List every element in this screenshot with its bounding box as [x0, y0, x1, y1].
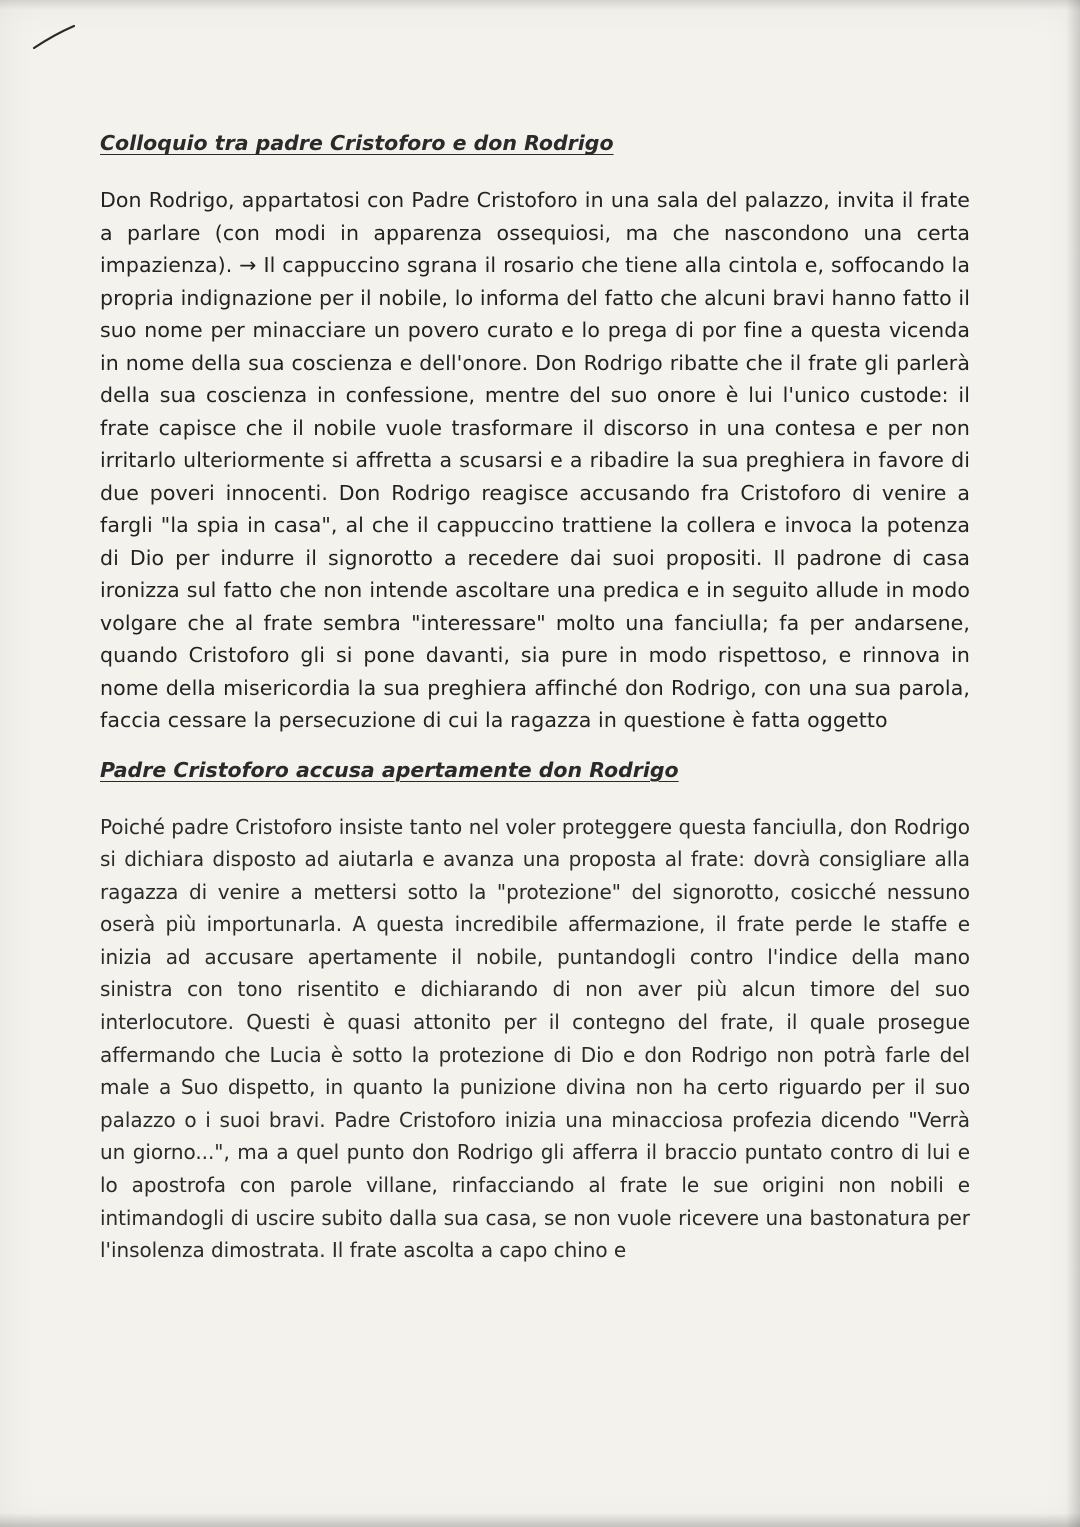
paragraph-colloquio: Don Rodrigo, appartatosi con Padre Cristoforo in una sala del palazzo, invita il frate a parlare (con modi in apparenza ossequiosi, ma che nascondono una certa impazienza). → Il cappuccino sgrana il rosario che tiene alla cintola e, soffocando la propria indignazione per il nobile, lo informa del fatto che alcuni bravi hanno fatto il suo nome per minacciare un povero curato e lo prega di por fine a questa vicenda in nome della sua coscienza e dell'onore. Don Rodrigo ribatte che il frate gli parlerà della sua coscienza in confessione, mentre del suo onore è lui l'unico custode: il frate capisce che il nobile vuole trasformare il discorso in una contesa e per non irritarlo ulteriormente si affretta a scusarsi e a ribadire la sua preghiera in favore di due poveri innocenti. Don Rodrigo reagisce accusando fra Cristoforo di venire a fargli "la spia in casa", al che il cappuccino trattiene la collera e invoca la potenza di Dio per indurre il signorotto a recedere dai suoi propositi. Il padrone di casa ironizza sul fatto che non intende ascoltare una predica e in seguito allude in modo volgare che al frate sembra "interessare" molto una fanciulla; fa per andarsene, quando Cristoforo gli si pone davanti, sia pure in modo rispettoso, e rinnova in nome della misericordia la sua preghiera affinché don Rodrigo, con una sua parola, faccia cessare la persecuzione di cui la ragazza in questione è fatta oggetto	[100, 188, 970, 732]
page-top-shadow	[0, 0, 1080, 10]
page-right-shadow	[1066, 0, 1080, 1527]
page-bottom-shadow	[0, 1513, 1080, 1527]
section-heading-colloquio: Colloquio tra padre Cristoforo e don Rodrigo	[100, 131, 614, 155]
pen-mark-icon	[30, 22, 78, 52]
section-heading-accusa: Padre Cristoforo accusa apertamente don Rodrigo	[100, 757, 679, 782]
document-content	[100, 126, 970, 1267]
paragraph-accusa: Poiché padre Cristoforo insiste tanto nel voler proteggere questa fanciulla, don Rodrigo si dichiara disposto ad aiutarla e avanza una proposta al frate: dovrà consigliare alla ragazza di venire a mettersi sotto la "protezione" del signorotto, cosicché nessuno oserà più importunarla. A questa incredibile affermazione, il frate perde le staffe e inizia ad accusare apertamente il nobile, puntandogli contro l'indice della mano sinistra con tono risentito e dichiarando di non aver più alcun timore del suo interlocutore. Questi è quasi attonito per il contegno del frate, il quale prosegue affermando che Lucia è sotto la protezione di Dio e don Rodrigo non potrà farle del male a Suo dispetto, in quanto la punizione divina non ha certo riguardo per il suo palazzo o i suoi bravi. Padre Cristoforo inizia una minacciosa profezia dicendo "Verrà un giorno...", ma a quel punto don Rodrigo gli afferra il braccio puntato contro di lui e lo apostrofa con parole villane, rinfacciando al frate le sue origini non nobili e intimandogli di uscire subito dalla sua casa, se non vuole ricevere una bastonatura per l'insolenza dimostrata. Il frate ascolta a capo chino e	[100, 814, 970, 1263]
